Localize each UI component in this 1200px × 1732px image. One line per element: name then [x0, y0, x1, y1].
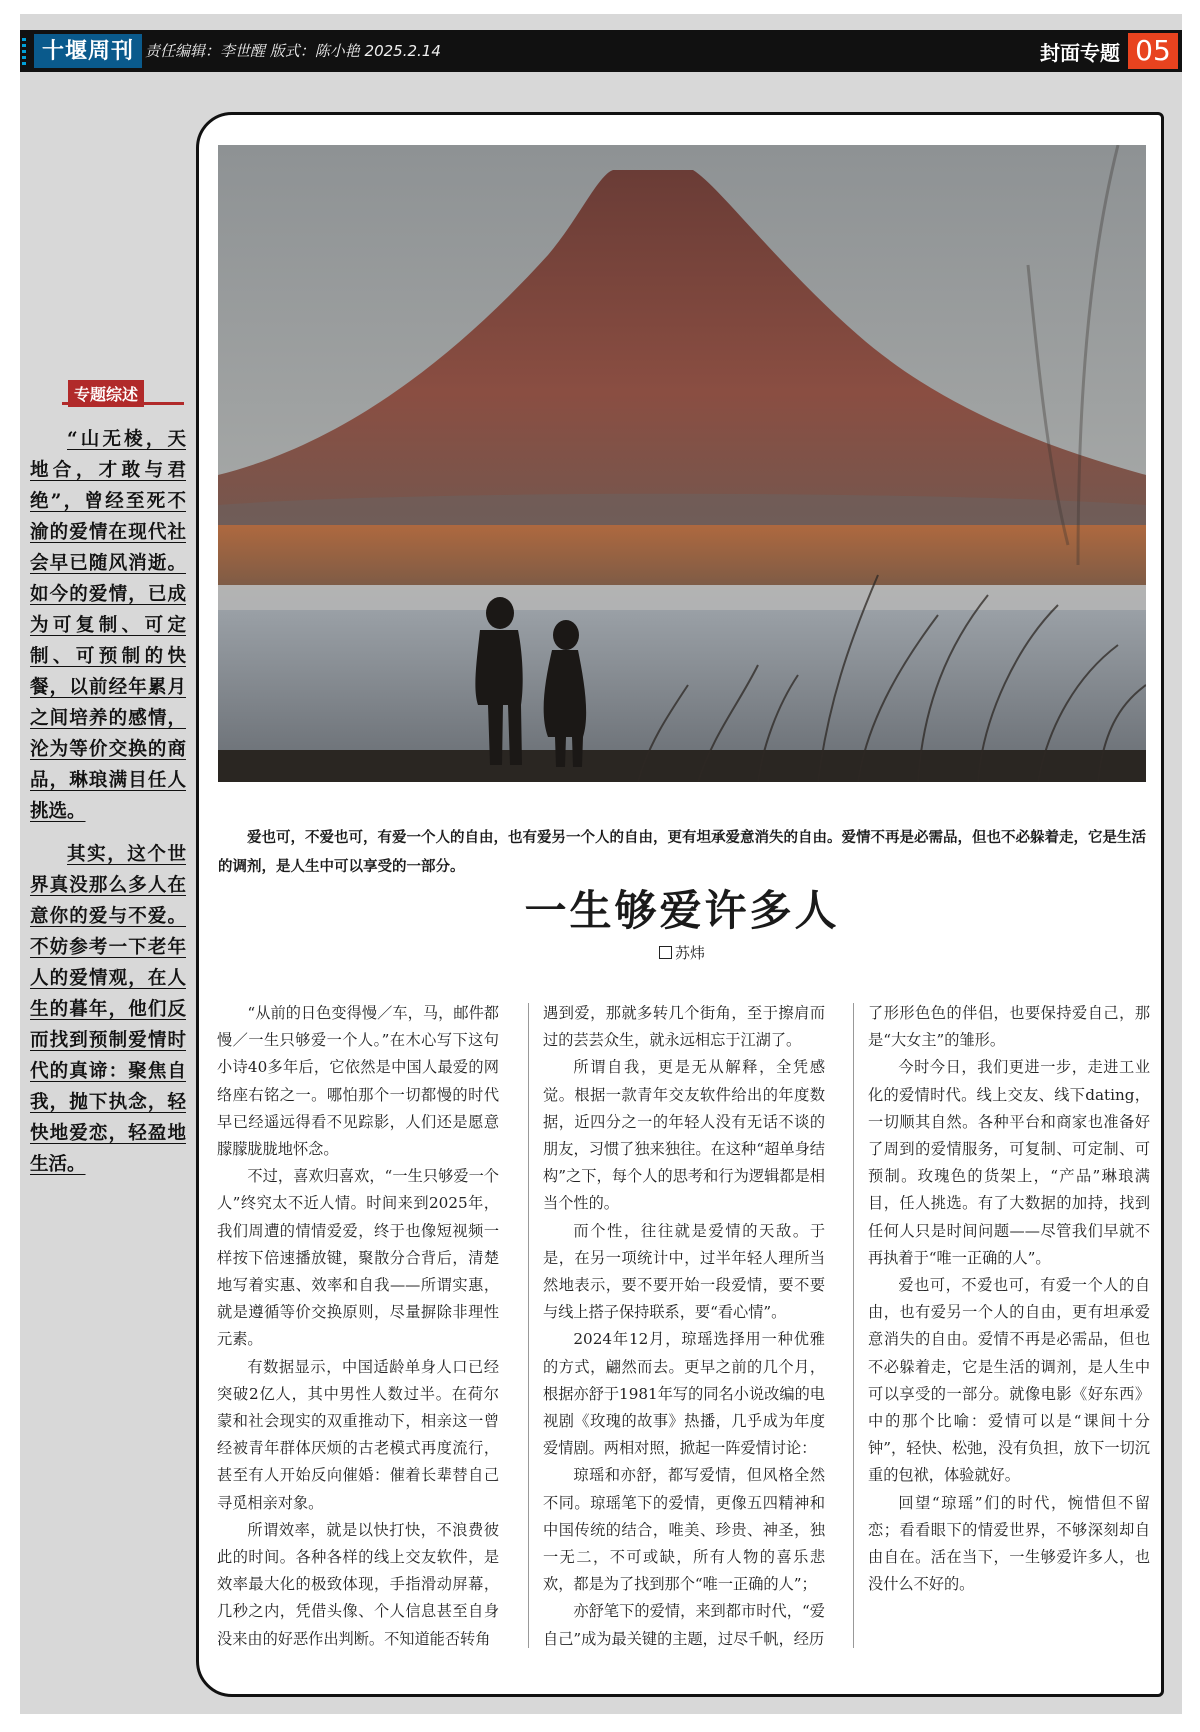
paragraph: 爱也可，不爱也可，有爱一个人的自由，也有爱另一个人的自由，更有坦承爱意消失的自由。爱情不再是必需品，但也不必躲着走，它是生活的调剂，是人生中可以享受的一部分。就像电影《好东西》中的那个比喻：爱情可以是“课间十分钟”，轻快、松弛，没有负担，放下一切沉重的包袱，体验就好。: [868, 1276, 1150, 1485]
article-title: 一生够爱许多人: [524, 886, 840, 935]
paragraph: 今时今日，我们更进一步，走进工业化的爱情时代。线上交友、线下dating，一切顺其自然。各种平台和商家也准备好了周到的爱情服务，可复制、可定制、可预制。玫瑰色的货架上，“产品”琳琅满目，任人挑选。有了大数据的加持，找到任何人只是时间问题——尽管我们早就不再执着于“唯一正确的人”。: [868, 1058, 1150, 1267]
paragraph: 遇到爱，那就多转几个街角，至于擦肩而过的芸芸众生，就永远相忘于江湖了。: [543, 1004, 825, 1050]
paragraph: 所谓自我，更是无从解释，全凭感觉。根据一款青年交友软件给出的年度数据，近四分之一的年轻人没有无话不谈的朋友，习惯了独来独往。在这种“超单身结构”之下，每个人的思考和行为逻辑都是相当个性的。: [543, 1058, 825, 1213]
publication-brand: 十堰周刊: [34, 34, 142, 68]
sidebar-tag: 专题综述: [68, 380, 144, 407]
editor-credits: 责任编辑：李世醒 版式：陈小艳 2025.2.14: [145, 42, 441, 60]
sidebar-summary: [30, 424, 186, 1192]
paragraph: 亦舒笔下的爱情，来到都市时代，“爱自己”成为最关键的主题，过尽千帆，经历: [543, 1602, 825, 1648]
sidebar-paragraph-text: “山无棱，天地合，才敢与君绝”，曾经至死不渝的爱情在现代社会早已随风消逝。如今的爱情，已成为可复制、可定制、可预制的快餐，以前经年累月之间培养的感情，沦为等价交换的商品，琳琅满目任人挑选。: [30, 429, 186, 822]
paragraph: 有数据显示，中国适龄单身人口已经突破2亿人，其中男性人数过半。在荷尔蒙和社会现实的双重推动下，相亲这一曾经被青年群体厌烦的古老模式再度流行，甚至有人开始反向催婚：催着长辈替自己寻觅相亲对象。: [217, 1357, 499, 1512]
byline-square-icon: [659, 946, 672, 959]
paragraph: “从前的日色变得慢／车，马，邮件都慢／一生只够爱一个人。”在木心写下这句小诗40多年后，它依然是中国人最爱的网络座右铭之一。哪怕那个一切都慢的时代早已经遥远得看不见踪影，人们还是愿意朦朦胧胧地怀念。: [217, 1004, 499, 1159]
paragraph: 不过，喜欢归喜欢，“一生只够爱一个人”终究太不近人情。时间来到2025年，我们周遭的情情爱爱，终于也像短视频一样按下倍速播放键，聚散分合背后，清楚地写着实惠、效率和自我——所谓实惠，就是遵循等价交换原则，尽量摒除非理性元素。: [217, 1167, 499, 1349]
byline-author: 苏炜: [674, 944, 705, 962]
paragraph: 2024年12月，琼瑶选择用一种优雅的方式，翩然而去。更早之前的几个月，根据亦舒于1981年写的同名小说改编的电视剧《玫瑰的故事》热播，几乎成为年度爱情剧。两相对照，掀起一阵爱情讨论：: [543, 1330, 825, 1458]
article-column-3: [868, 1000, 1150, 1650]
column-divider: [528, 1003, 529, 1648]
page-header: [20, 30, 1182, 72]
page-number: 05: [1128, 33, 1178, 69]
column-divider: [853, 1003, 854, 1648]
header-dots-decoration: [22, 38, 26, 66]
paragraph: 琼瑶和亦舒，都写爱情，但风格全然不同。琼瑶笔下的爱情，更像五四精神和中国传统的结合，唯美、珍贵、神圣，独一无二，不可或缺，所有人物的喜乐悲欢，都是为了找到那个“唯一正确的人”；: [543, 1466, 825, 1594]
article-lead: 爱也可，不爱也可，有爱一个人的自由，也有爱另一个人的自由，更有坦承爱意消失的自由。爱情不再是必需品，但也不必躲着走，它是生活的调剂，是人生中可以享受的一部分。: [218, 829, 1146, 875]
paragraph: 而个性，往往就是爱情的天敌。于是，在另一项统计中，过半年轻人理所当然地表示，要不要开始一段爱情，要不要与线上搭子保持联系，要“看心情”。: [543, 1221, 825, 1322]
sidebar-paragraph: [30, 839, 186, 1180]
paragraph: 所谓效率，就是以快打快，不浪费彼此的时间。各种各样的线上交友软件，是效率最大化的极致体现，手指滑动屏幕，几秒之内，凭借头像、个人信息甚至自身没来由的好恶作出判断。不知道能否转角: [217, 1520, 499, 1648]
paragraph: 回望“琼瑶”们的时代，惋惜但不留恋；看看眼下的情爱世界，不够深刻却自由自在。活在当下，一生够爱许多人，也没什么不好的。: [868, 1493, 1150, 1594]
sidebar-paragraph-text: 其实，这个世界真没那么多人在意你的爱与不爱。不妨参考一下老年人的爱情观，在人生的暮年，他们反而找到预制爱情时代的真谛：聚焦自我，抛下执念，轻快地爱恋，轻盈地生活。: [30, 844, 186, 1175]
sidebar-paragraph: [30, 424, 186, 827]
section-title: 封面专题: [1040, 41, 1120, 65]
paragraph: 了形形色色的伴侣，也要保持爱自己，那是“大女主”的雏形。: [868, 1004, 1150, 1050]
article-column-2: [543, 1000, 825, 1650]
mountain-lake-couple-photo: [218, 145, 1146, 782]
article-column-1: [217, 1000, 499, 1650]
article-byline: [218, 942, 1146, 963]
